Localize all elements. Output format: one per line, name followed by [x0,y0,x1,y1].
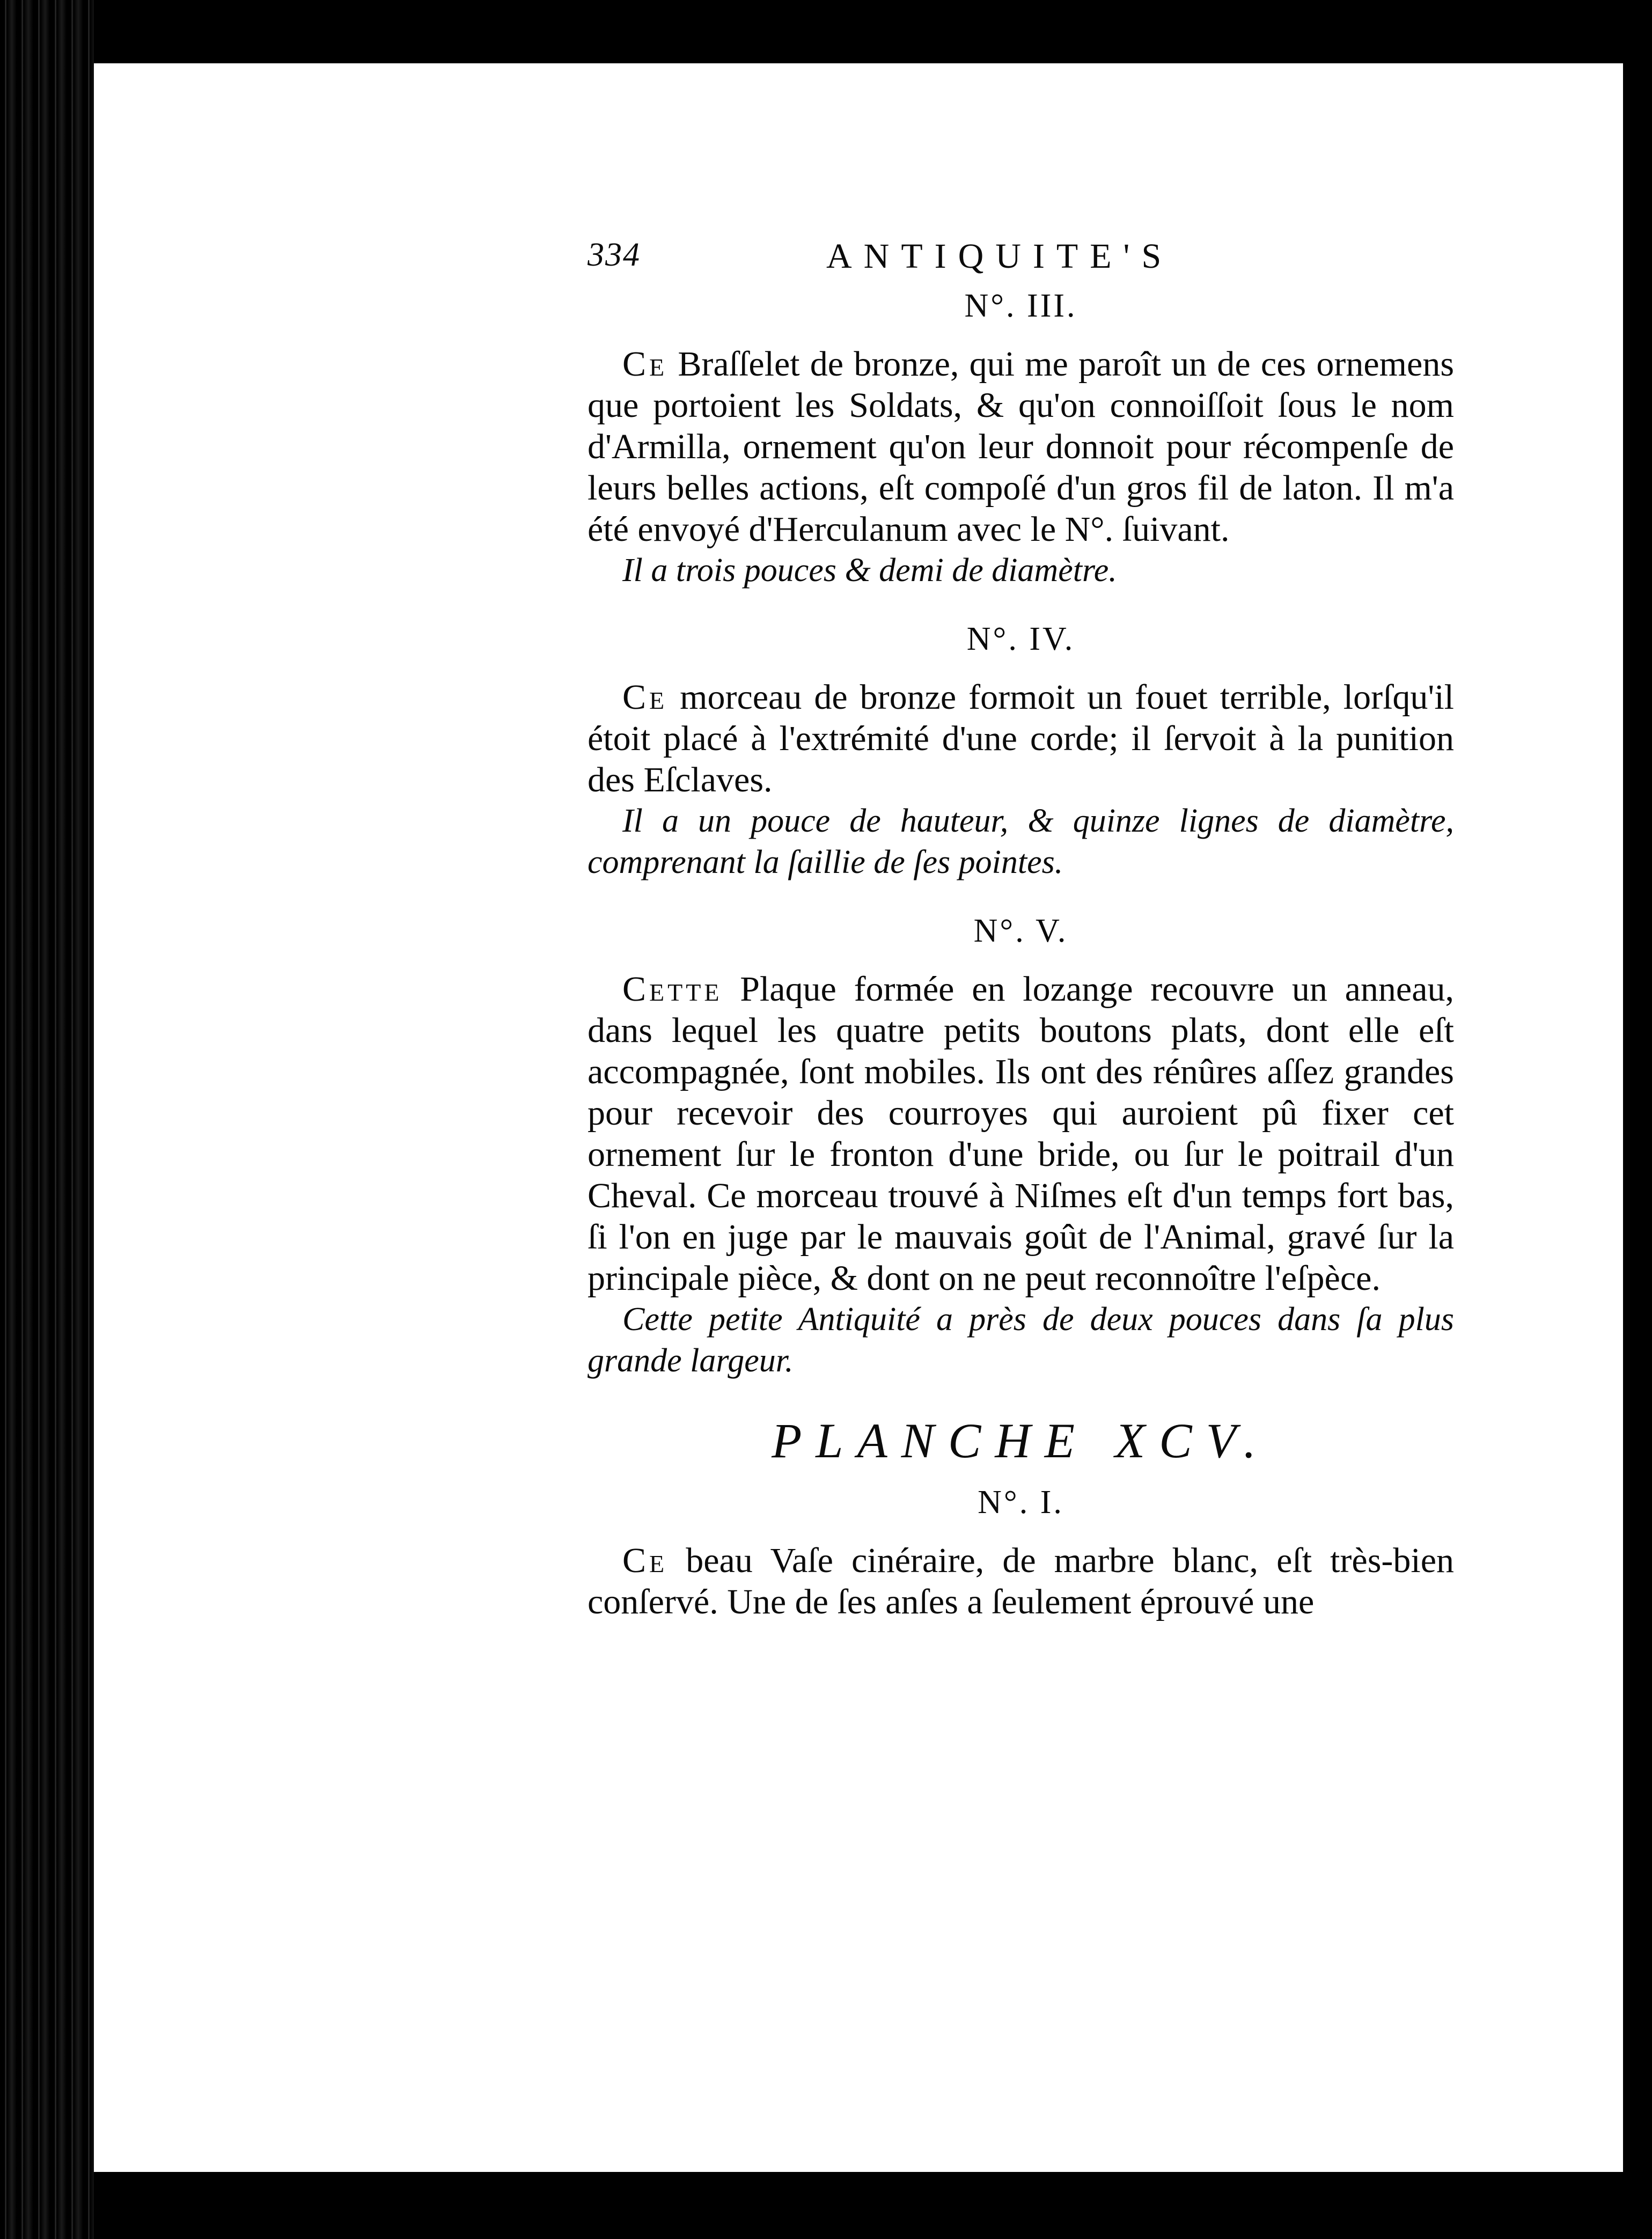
section-measure-no-5: Cette petite Antiquité a près de deux pouces dans ſa plus grande largeur. [588,1301,1454,1379]
plate-heading-no-1: N°. I. [978,1484,1064,1521]
section-body-no-5 [588,968,1454,1299]
running-title: ANTIQUITE'S [826,237,1173,276]
body-text: Plaque formée en lozange recouvre un anneau, dans lequel les quatre petits boutons plats, dont elle eſt accompagnée, ſont mobiles. Ils ont des rénûres aſſez grandes pour recevoir des courroyes qui auroient pû fixer cet ornement ſur le fronton d'une bride, ou ſur le poitrail d'un Cheval. Ce morceau trouvé à Niſmes eſt d'un temps fort bas, ſi l'on en juge par le mauvais goût de l'Animal, gravé ſur la principale pièce, & dont on ne peut reconnoître l'eſpèce. [588,970,1455,1298]
section-body-no-4 [588,677,1454,801]
text-column [588,282,1454,1623]
lead-word: Ce [622,1541,668,1580]
lead-word: Ce [622,678,668,717]
lead-word: Ce [622,344,668,384]
plate-body-no-1 [588,1540,1454,1623]
body-text: Braſſelet de bronze, qui me paroît un de ces ornemens que portoient les Soldats, & qu'on connoiſſoit ſous le nom d'Armilla, ornement qu'on leur donnoit pour récompenſe de leurs belles actions, eſt compoſé d'un gros fil de laton. Il m'a été envoyé d'Herculanum avec le N°. ſuivant. [588,344,1455,549]
plate-title: PLANCHE XCV. [772,1413,1270,1468]
page-header [588,236,1277,287]
section-measure-no-3: Il a trois pouces & demi de diamètre. [622,552,1117,589]
scan-binding-edge [0,0,94,2239]
section-heading-no-5: N°. V. [973,913,1068,949]
lead-word: Cette [622,970,723,1009]
section-heading-no-4: N°. IV. [966,621,1075,657]
body-text: morceau de bronze formoit un fouet terrible, lorſqu'il étoit placé à l'extrémité d'une corde; il ſervoit à la punition des Eſclaves. [588,678,1454,799]
page-number: 334 [588,237,641,273]
section-heading-no-3: N°. III. [964,288,1077,324]
body-text: beau Vaſe cinéraire, de marbre blanc, eſt très-bien conſervé. Une de ſes anſes a ſeulement éprouvé une [588,1541,1455,1621]
section-measure-no-4: Il a un pouce de hauteur, & quinze lignes de diamètre, comprenant la ſaillie de ſes pointes. [588,803,1454,880]
section-body-no-3 [588,343,1454,550]
